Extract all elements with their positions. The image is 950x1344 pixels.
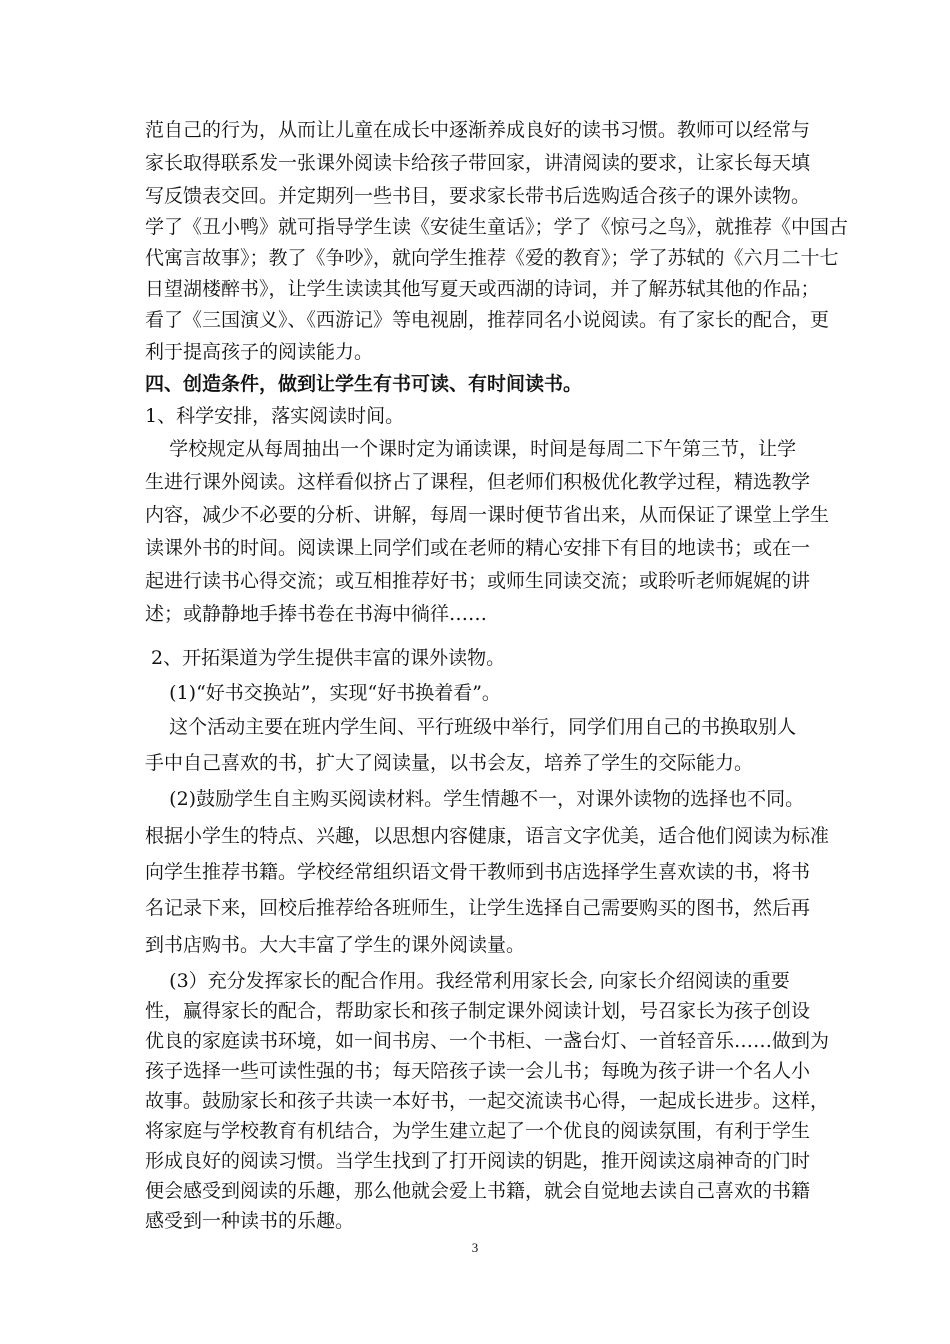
- body-line: 内容，减少不必要的分析、讲解，每周一课时便节省出来，从而保证了课堂上学生: [145, 504, 830, 526]
- body-line: 学了《丑小鸭》就可指导学生读《安徒生童话》；学了《惊弓之鸟》，就推荐《中国古: [145, 216, 849, 238]
- subsection-heading: 2、开拓渠道为学生提供丰富的课外读物。: [145, 647, 506, 669]
- subsection-heading: 1、科学安排，落实阅读时间。: [145, 405, 405, 427]
- body-line: 便会感受到阅读的乐趣，那么他就会爱上书籍，就会自觉地去读自己喜欢的书籍: [145, 1180, 811, 1202]
- body-line: 生进行课外阅读。这样看似挤占了课程，但老师们积极优化教学过程，精选教学: [145, 471, 811, 493]
- body-line: 代寓言故事》；教了《争吵》，就向学生推荐《爱的教育》；学了苏轼的《六月二十七: [145, 247, 839, 269]
- section-heading: 四、创造条件，做到让学生有书可读、有时间读书。: [145, 373, 583, 395]
- body-line: 看了《三国演义》、《西游记》等电视剧，推荐同名小说阅读。有了家长的配合，更: [145, 309, 830, 331]
- body-line: 向学生推荐书籍。学校经常组织语文骨干教师到书店选择学生喜欢读的书，将书: [145, 861, 811, 883]
- body-line: 述；或静静地手捧书卷在书海中徜徉……: [145, 603, 488, 625]
- body-line: 读课外书的时间。阅读课上同学们或在老师的精心安排下有目的地读书；或在一: [145, 537, 811, 559]
- body-line: 将家庭与学校教育有机结合，为学生建立起了一个优良的阅读氛围，有利于学生: [145, 1120, 811, 1142]
- body-line: 起进行读书心得交流；或互相推荐好书；或师生同读交流；或聆听老师娓娓的讲: [145, 570, 811, 592]
- body-line: 根据小学生的特点、兴趣，以思想内容健康，语言文字优美，适合他们阅读为标准: [145, 825, 830, 847]
- body-line: 这个活动主要在班内学生间、平行班级中举行，同学们用自己的书换取别人: [145, 716, 797, 738]
- body-line: (2)鼓励学生自主购买阅读材料。学生情趣不一，对课外读物的选择也不同。: [145, 788, 805, 810]
- body-line: 优良的家庭读书环境，如一间书房、一个书柜、一盏台灯、一首轻音乐……做到为: [145, 1030, 830, 1052]
- body-line: 感受到一种读书的乐趣。: [145, 1210, 355, 1232]
- body-line: 形成良好的阅读习惯。当学生找到了打开阅读的钥匙，推开阅读这扇神奇的门时: [145, 1150, 811, 1172]
- body-line: 性，赢得家长的配合，帮助家长和孩子制定课外阅读计划，号召家长为孩子创设: [145, 1000, 811, 1022]
- body-line: 学校规定从每周抽出一个课时定为诵读课，时间是每周二下午第三节，让学: [145, 438, 797, 460]
- body-line: 利于提高孩子的阅读能力。: [145, 341, 374, 363]
- page-number: 3: [471, 1240, 479, 1255]
- body-line: 范自己的行为，从而让儿童在成长中逐渐养成良好的读书习惯。教师可以经常与: [145, 119, 811, 141]
- body-line: (1)“好书交换站”，实现“好书换着看”。: [145, 682, 501, 704]
- body-line: 写反馈表交回。并定期列一些书目，要求家长带书后选购适合孩子的课外读物。: [145, 185, 811, 207]
- body-line: (3）充分发挥家长的配合作用。我经常利用家长会, 向家长介绍阅读的重要: [145, 970, 790, 992]
- body-line: 孩子选择一些可读性强的书；每天陪孩子读一会儿书；每晚为孩子讲一个名人小: [145, 1060, 811, 1082]
- body-line: 故事。鼓励家长和孩子共读一本好书，一起交流读书心得，一起成长进步。这样，: [145, 1090, 830, 1112]
- body-line: 名记录下来，回校后推荐给各班师生，让学生选择自己需要购买的图书，然后再: [145, 897, 811, 919]
- body-line: 家长取得联系发一张课外阅读卡给孩子带回家，讲清阅读的要求，让家长每天填: [145, 152, 811, 174]
- body-line: 手中自己喜欢的书，扩大了阅读量，以书会友，培养了学生的交际能力。: [145, 752, 754, 774]
- body-line: 日望湖楼醉书》，让学生读读其他写夏天或西湖的诗词，并了解苏轼其他的作品；: [145, 278, 820, 300]
- body-line: 到书店购书。大大丰富了学生的课外阅读量。: [145, 934, 526, 956]
